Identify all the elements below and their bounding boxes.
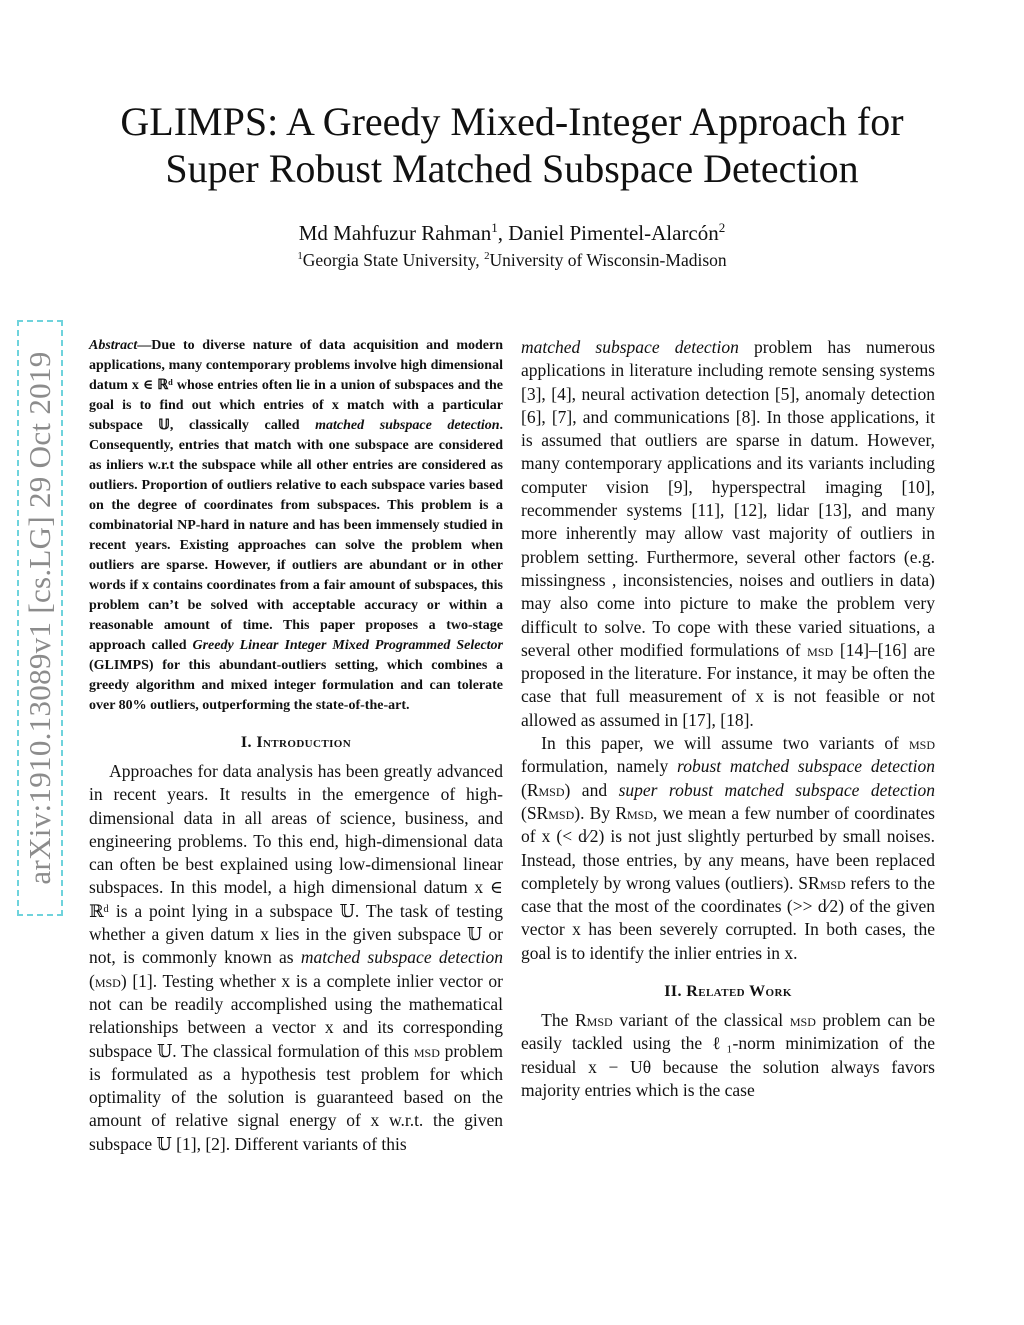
author-1: Md Mahfuzur Rahman [298, 221, 492, 245]
title-line-1: GLIMPS: A Greedy Mixed-Integer Approach for [120, 99, 904, 144]
abstract-text-1: —Due to diverse nature of data acquisition and modern applications, many contemporary problems involve high dimensional datum x ∈ ℝᵈ whose entries often lie in a union of subspaces and the goal is to find out which entries of x match with a particular subspace 𝕌, classically called [89, 338, 503, 433]
right-column [521, 336, 935, 1102]
related-paragraph-1: The Rmsd variant of the classical msd problem can be easily tackled using the ℓ₁-norm minimization of the residual x − Uθ because the solution always favors majority entries which is the case [521, 1010, 935, 1100]
intro-paragraph-1-cont: matched subspace detection problem has numerous applications in literature including remote sensing systems [3], [4], neural activation detection [5], anomaly detection [6], [7], and communications [8]. In those applications, it is assumed that outliers are sparse in datum. However, many contemporary applications and its variants including computer vision [9], hyperspectral imaging [10], recommender systems [11], [12], lidar [13], and many more inherently may allow vast majority of outliers in problem setting. Furthermore, several other factors (e.g. missingness , inconsistencies, noises and outliers in data) may also come into picture to make the problem very difficult to solve. To cope with these varied situations, a several other modified formulations of msd [14]–[16] are proposed in the literature. For instance, it may be often the case that full measurement of x is not feasible or not allowed as assumed in [17], [18]. [521, 337, 936, 730]
author-1-mark: 1 [491, 220, 498, 235]
abstract-text-3: (GLIMPS) for this abundant-outliers setting, which combines a greedy algorithm and mixed integer formulation and can tolerate over 80% outliers, outperforming the state-of-the-art. [89, 658, 503, 713]
abstract [89, 336, 503, 716]
author-2-mark: 2 [718, 220, 726, 235]
intro-paragraph-1: Approaches for data analysis has been greatly advanced in recent years. It results in the emergence of high-dimensional data in all areas of science, business, and engineering problems. To this end, high-dimensional data can often be best explained using low-dimensional linear subspaces. In this model, a high dimensional datum x ∈ ℝᵈ is a point lying in a subspace 𝕌. The task of testing whether a given datum x lies in the given subspace 𝕌 or not, is commonly known as matched subspace detection (msd) [1]. Testing whether x is a complete inlier vector or not can be readily accomplished using the mathematical relationships between a vector x and its corresponding subspace 𝕌. The classical formulation of this msd problem is formulated as a hypothesis test problem for which optimality of the solution is guaranteed based on the amount of relative signal energy of x w.r.t. the given subspace 𝕌 [1], [2]. Different variants of this [89, 761, 504, 1154]
affiliation-1-mark: 1 [297, 250, 303, 263]
affiliations [60, 249, 964, 271]
author-2: Daniel Pimentel-Alarcón [508, 221, 719, 245]
title-line-2: Super Robust Matched Subspace Detection [165, 146, 859, 191]
left-column [89, 336, 503, 1156]
section-heading-related-work: II. Related Work [664, 983, 792, 1001]
section-heading-introduction: I. Introduction [240, 734, 352, 751]
affiliation-2-mark: 2 [484, 250, 490, 263]
arxiv-stamp [17, 320, 63, 916]
affiliation-1: Georgia State University, [302, 250, 485, 270]
author-list [60, 220, 964, 246]
paper-title [60, 98, 964, 192]
abstract-term: matched subspace detection [315, 418, 500, 433]
intro-paragraph-2: In this paper, we will assume two variants of msd formulation, namely robust matched subspace detection (Rmsd) and super robust matched subspace detection (SRmsd). By Rmsd, we mean a few number of coordinates of x (< d⁄2) is not just slightly perturbed by small noises. Instead, those entries, by any means, have been replaced completely by wrong values (outliers). SRmsd refers to the case that the most of the coordinates (>> d⁄2) of the given vector x has been severely corrupted. In both cases, the goal is to identify the inlier entries in x. [521, 733, 935, 963]
intro-paragraph-1-continued: problem is formulated as a hypothesis test problem for which optimality of the solution is guaranteed based on the amount of relative signal energy of x w.r.t. the given subspace 𝕌 [1], [2]. Different variants of this [89, 1040, 503, 1154]
arxiv-stamp-text: arXiv:1910.13089v1 [cs.LG] 29 Oct 2019 [22, 351, 57, 885]
author-separator: , [497, 221, 509, 245]
affiliation-2: University of Wisconsin-Madison [489, 250, 727, 270]
abstract-text-2: . Consequently, entries that match with one subspace are considered as inliers w.r.t the subspace while all other entries are considered as outliers. Proportion of outliers relative to each subspace varies based on the degree of coordinates from subspaces. This problem is a combinatorial NP-hard in nature and has been immensely studied in recent years. Existing approaches can solve the problem when outliers are sparse. However, if outliers are abundant or in other words if x contains coordinates from a fair amount of subspaces, this problem can’t be solved with acceptable accuracy or within a reasonable amount of time. This paper proposes a two-stage approach called [89, 418, 503, 653]
abstract-label: Abstract [89, 338, 138, 353]
abstract-method-name: Greedy Linear Integer Mixed Programmed Selector [192, 638, 503, 653]
